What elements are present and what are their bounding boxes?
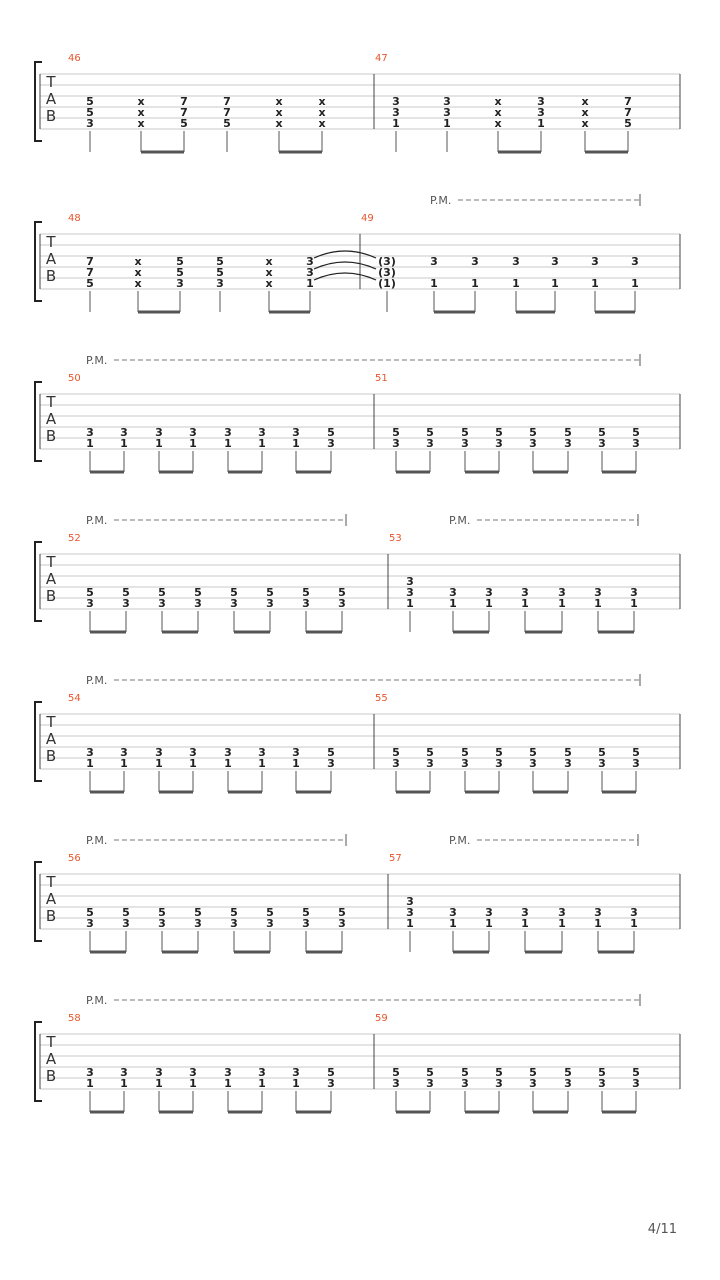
dead-note: x xyxy=(137,95,145,108)
fret-number: 3 xyxy=(189,1066,197,1079)
fret-number: 5 xyxy=(158,586,166,599)
dead-note: x xyxy=(494,95,502,108)
dead-note: x xyxy=(134,255,142,268)
fret-number: 3 xyxy=(564,1077,572,1090)
fret-number: 1 xyxy=(485,917,493,930)
fret-number: 5 xyxy=(176,266,184,279)
dead-note: x xyxy=(318,95,326,108)
measure-number: 50 xyxy=(68,373,81,384)
measure-number: 56 xyxy=(68,853,81,864)
fret-number: 3 xyxy=(426,437,434,450)
fret-number: 1 xyxy=(86,757,94,770)
tab-clef-letter: A xyxy=(45,410,57,428)
fret-number: 1 xyxy=(224,437,232,450)
tab-clef-letter: T xyxy=(46,553,56,571)
fret-number: 3 xyxy=(443,95,451,108)
fret-number: 5 xyxy=(302,586,310,599)
fret-number: 1 xyxy=(392,117,400,130)
fret-number: 3 xyxy=(461,1077,469,1090)
fret-number: 3 xyxy=(426,1077,434,1090)
fret-number: 3 xyxy=(224,1066,232,1079)
fret-number: 1 xyxy=(406,917,414,930)
fret-number: 5 xyxy=(216,255,224,268)
fret-number: 5 xyxy=(426,426,434,439)
fret-number: 3 xyxy=(537,106,545,119)
fret-number: 1 xyxy=(551,277,559,290)
fret-number: 5 xyxy=(392,1066,400,1079)
fret-number: 1 xyxy=(189,757,197,770)
fret-number: 5 xyxy=(302,906,310,919)
fret-number: 1 xyxy=(258,757,266,770)
fret-number: 1 xyxy=(189,1077,197,1090)
fret-number: 5 xyxy=(392,426,400,439)
fret-number: (3) xyxy=(378,255,396,268)
tab-clef-letter: T xyxy=(46,873,56,891)
fret-number: 3 xyxy=(306,255,314,268)
fret-number: 5 xyxy=(327,426,335,439)
measure-number: 49 xyxy=(361,213,374,224)
fret-number: 5 xyxy=(598,426,606,439)
measure-number: 48 xyxy=(68,213,81,224)
fret-number: 3 xyxy=(406,575,414,588)
dead-note: x xyxy=(265,277,273,290)
fret-number: 3 xyxy=(86,426,94,439)
fret-number: 5 xyxy=(86,586,94,599)
fret-number: 1 xyxy=(594,917,602,930)
fret-number: 5 xyxy=(624,117,632,130)
tab-clef-letter: B xyxy=(45,1067,57,1085)
fret-number: 3 xyxy=(230,917,238,930)
fret-number: 1 xyxy=(189,437,197,450)
fret-number: 3 xyxy=(176,277,184,290)
fret-number: 1 xyxy=(591,277,599,290)
fret-number: 3 xyxy=(406,906,414,919)
fret-number: 3 xyxy=(155,1066,163,1079)
tab-clef-letter: B xyxy=(45,427,57,445)
fret-number: 5 xyxy=(86,106,94,119)
fret-number: 5 xyxy=(564,426,572,439)
fret-number: 3 xyxy=(120,426,128,439)
dead-note: x xyxy=(137,106,145,119)
fret-number: 1 xyxy=(558,917,566,930)
tie-arc xyxy=(314,251,376,258)
palm-mute-label: P.M. xyxy=(449,834,471,847)
fret-number: 5 xyxy=(564,1066,572,1079)
fret-number: 3 xyxy=(558,586,566,599)
fret-number: 3 xyxy=(155,746,163,759)
dead-note: x xyxy=(275,106,283,119)
fret-number: 3 xyxy=(594,906,602,919)
fret-number: 3 xyxy=(230,597,238,610)
fret-number: 3 xyxy=(485,586,493,599)
fret-number: 3 xyxy=(327,757,335,770)
fret-number: 3 xyxy=(158,597,166,610)
fret-number: 3 xyxy=(86,1066,94,1079)
fret-number: 3 xyxy=(406,895,414,908)
fret-number: 1 xyxy=(449,917,457,930)
tab-clef-letter: B xyxy=(45,267,57,285)
fret-number: 5 xyxy=(122,906,130,919)
fret-number: 1 xyxy=(430,277,438,290)
fret-number: 3 xyxy=(598,437,606,450)
fret-number: 3 xyxy=(258,426,266,439)
fret-number: 5 xyxy=(266,906,274,919)
measure-number: 46 xyxy=(68,53,81,64)
fret-number: 1 xyxy=(86,437,94,450)
fret-number: 5 xyxy=(495,746,503,759)
fret-number: 3 xyxy=(598,757,606,770)
fret-number: 3 xyxy=(449,586,457,599)
fret-number: 5 xyxy=(632,1066,640,1079)
tab-clef-letter: A xyxy=(45,250,57,268)
measure-number: 59 xyxy=(375,1013,388,1024)
fret-number: 3 xyxy=(495,437,503,450)
dead-note: x xyxy=(581,95,589,108)
measure-number: 51 xyxy=(375,373,388,384)
fret-number: 5 xyxy=(529,426,537,439)
fret-number: 3 xyxy=(392,106,400,119)
measure-number: 55 xyxy=(375,693,388,704)
tab-clef-letter: T xyxy=(46,393,56,411)
fret-number: 3 xyxy=(122,917,130,930)
fret-number: 5 xyxy=(426,1066,434,1079)
fret-number: 3 xyxy=(521,586,529,599)
fret-number: 3 xyxy=(426,757,434,770)
palm-mute-label: P.M. xyxy=(86,674,108,687)
fret-number: 3 xyxy=(630,906,638,919)
fret-number: 3 xyxy=(189,746,197,759)
fret-number: 7 xyxy=(86,266,94,279)
tab-clef-letter: A xyxy=(45,730,57,748)
fret-number: 3 xyxy=(461,437,469,450)
dead-note: x xyxy=(134,277,142,290)
fret-number: 3 xyxy=(406,586,414,599)
fret-number: 3 xyxy=(86,746,94,759)
fret-number: 3 xyxy=(216,277,224,290)
fret-number: 3 xyxy=(86,597,94,610)
fret-number: 3 xyxy=(258,1066,266,1079)
fret-number: 5 xyxy=(529,746,537,759)
fret-number: 3 xyxy=(631,255,639,268)
fret-number: 7 xyxy=(180,95,188,108)
fret-number: 3 xyxy=(120,746,128,759)
fret-number: 5 xyxy=(327,1066,335,1079)
fret-number: 3 xyxy=(392,757,400,770)
fret-number: 5 xyxy=(266,586,274,599)
fret-number: 5 xyxy=(338,906,346,919)
fret-number: 3 xyxy=(512,255,520,268)
dead-note: x xyxy=(318,106,326,119)
dead-note: x xyxy=(581,106,589,119)
fret-number: 3 xyxy=(485,906,493,919)
fret-number: 3 xyxy=(471,255,479,268)
fret-number: 1 xyxy=(155,437,163,450)
fret-number: 1 xyxy=(292,1077,300,1090)
fret-number: 3 xyxy=(338,597,346,610)
fret-number: 3 xyxy=(630,586,638,599)
fret-number: 3 xyxy=(266,917,274,930)
fret-number: 3 xyxy=(392,95,400,108)
fret-number: 3 xyxy=(598,1077,606,1090)
fret-number: 5 xyxy=(86,277,94,290)
dead-note: x xyxy=(265,255,273,268)
fret-number: 3 xyxy=(594,586,602,599)
fret-number: 3 xyxy=(558,906,566,919)
tie-arc xyxy=(314,262,376,269)
fret-number: 1 xyxy=(258,1077,266,1090)
fret-number: 1 xyxy=(521,597,529,610)
fret-number: 5 xyxy=(529,1066,537,1079)
fret-number: 1 xyxy=(521,917,529,930)
fret-number: 3 xyxy=(632,437,640,450)
fret-number: 3 xyxy=(564,437,572,450)
dead-note: x xyxy=(494,117,502,130)
measure-number: 53 xyxy=(389,533,402,544)
fret-number: 3 xyxy=(632,1077,640,1090)
fret-number: 5 xyxy=(461,746,469,759)
dead-note: x xyxy=(494,106,502,119)
fret-number: 7 xyxy=(624,95,632,108)
dead-note: x xyxy=(581,117,589,130)
fret-number: 3 xyxy=(292,426,300,439)
fret-number: 1 xyxy=(406,597,414,610)
fret-number: 7 xyxy=(223,106,231,119)
fret-number: 3 xyxy=(158,917,166,930)
fret-number: 3 xyxy=(302,597,310,610)
fret-number: 3 xyxy=(551,255,559,268)
fret-number: 1 xyxy=(594,597,602,610)
fret-number: 5 xyxy=(495,1066,503,1079)
fret-number: 3 xyxy=(302,917,310,930)
fret-number: 3 xyxy=(443,106,451,119)
palm-mute-label: P.M. xyxy=(86,514,108,527)
fret-number: 3 xyxy=(392,1077,400,1090)
fret-number: 3 xyxy=(338,917,346,930)
fret-number: 1 xyxy=(630,597,638,610)
tab-clef-letter: A xyxy=(45,570,57,588)
palm-mute-label: P.M. xyxy=(86,834,108,847)
fret-number: 5 xyxy=(426,746,434,759)
fret-number: 1 xyxy=(306,277,314,290)
fret-number: 3 xyxy=(449,906,457,919)
fret-number: 3 xyxy=(306,266,314,279)
fret-number: 3 xyxy=(292,1066,300,1079)
fret-number: 5 xyxy=(194,906,202,919)
fret-number: 5 xyxy=(461,1066,469,1079)
fret-number: 3 xyxy=(564,757,572,770)
fret-number: 3 xyxy=(632,757,640,770)
dead-note: x xyxy=(137,117,145,130)
fret-number: 1 xyxy=(224,757,232,770)
fret-number: 3 xyxy=(461,757,469,770)
fret-number: 1 xyxy=(630,917,638,930)
dead-note: x xyxy=(318,117,326,130)
fret-number: 1 xyxy=(537,117,545,130)
fret-number: 3 xyxy=(224,426,232,439)
measure-number: 54 xyxy=(68,693,81,704)
fret-number: 5 xyxy=(230,906,238,919)
fret-number: 1 xyxy=(224,1077,232,1090)
fret-number: 5 xyxy=(223,117,231,130)
fret-number: 3 xyxy=(194,917,202,930)
fret-number: 5 xyxy=(495,426,503,439)
fret-number: 3 xyxy=(86,117,94,130)
fret-number: 3 xyxy=(529,1077,537,1090)
fret-number: 3 xyxy=(327,1077,335,1090)
fret-number: (1) xyxy=(378,277,396,290)
fret-number: 1 xyxy=(155,1077,163,1090)
fret-number: 1 xyxy=(443,117,451,130)
tab-clef-letter: A xyxy=(45,90,57,108)
fret-number: 3 xyxy=(292,746,300,759)
fret-number: 3 xyxy=(155,426,163,439)
fret-number: 1 xyxy=(449,597,457,610)
fret-number: 3 xyxy=(529,757,537,770)
fret-number: 3 xyxy=(495,1077,503,1090)
fret-number: 5 xyxy=(86,95,94,108)
fret-number: 7 xyxy=(223,95,231,108)
tab-clef-letter: B xyxy=(45,747,57,765)
fret-number: 3 xyxy=(266,597,274,610)
palm-mute-label: P.M. xyxy=(430,194,452,207)
fret-number: 5 xyxy=(564,746,572,759)
fret-number: 5 xyxy=(176,255,184,268)
fret-number: 7 xyxy=(624,106,632,119)
palm-mute-label: P.M. xyxy=(86,994,108,1007)
fret-number: 1 xyxy=(120,437,128,450)
fret-number: 3 xyxy=(120,1066,128,1079)
tab-clef-letter: B xyxy=(45,107,57,125)
fret-number: 3 xyxy=(495,757,503,770)
fret-number: 5 xyxy=(194,586,202,599)
fret-number: 5 xyxy=(122,586,130,599)
fret-number: 5 xyxy=(632,426,640,439)
fret-number: 1 xyxy=(485,597,493,610)
fret-number: 1 xyxy=(155,757,163,770)
fret-number: 3 xyxy=(327,437,335,450)
tab-clef-letter: A xyxy=(45,890,57,908)
palm-mute-label: P.M. xyxy=(449,514,471,527)
fret-number: (3) xyxy=(378,266,396,279)
fret-number: 1 xyxy=(120,1077,128,1090)
fret-number: 5 xyxy=(158,906,166,919)
fret-number: 1 xyxy=(512,277,520,290)
tab-clef-letter: B xyxy=(45,587,57,605)
fret-number: 5 xyxy=(392,746,400,759)
fret-number: 5 xyxy=(216,266,224,279)
fret-number: 3 xyxy=(392,437,400,450)
fret-number: 3 xyxy=(86,917,94,930)
fret-number: 5 xyxy=(86,906,94,919)
fret-number: 1 xyxy=(558,597,566,610)
fret-number: 1 xyxy=(120,757,128,770)
fret-number: 1 xyxy=(258,437,266,450)
page-number: 4/11 xyxy=(647,1222,677,1237)
fret-number: 3 xyxy=(224,746,232,759)
measure-number: 47 xyxy=(375,53,388,64)
fret-number: 5 xyxy=(461,426,469,439)
tie-arc xyxy=(314,273,376,280)
fret-number: 3 xyxy=(258,746,266,759)
fret-number: 3 xyxy=(194,597,202,610)
fret-number: 5 xyxy=(180,117,188,130)
dead-note: x xyxy=(275,95,283,108)
tab-clef-letter: T xyxy=(46,713,56,731)
fret-number: 7 xyxy=(180,106,188,119)
fret-number: 3 xyxy=(122,597,130,610)
fret-number: 1 xyxy=(86,1077,94,1090)
dead-note: x xyxy=(275,117,283,130)
fret-number: 3 xyxy=(189,426,197,439)
fret-number: 1 xyxy=(292,437,300,450)
fret-number: 1 xyxy=(292,757,300,770)
dead-note: x xyxy=(134,266,142,279)
fret-number: 5 xyxy=(230,586,238,599)
fret-number: 5 xyxy=(598,1066,606,1079)
fret-number: 5 xyxy=(632,746,640,759)
fret-number: 3 xyxy=(591,255,599,268)
palm-mute-label: P.M. xyxy=(86,354,108,367)
tab-clef-letter: T xyxy=(46,1033,56,1051)
dead-note: x xyxy=(265,266,273,279)
measure-number: 58 xyxy=(68,1013,81,1024)
tab-clef-letter: A xyxy=(45,1050,57,1068)
tab-clef-letter: T xyxy=(46,233,56,251)
fret-number: 3 xyxy=(529,437,537,450)
measure-number: 57 xyxy=(389,853,402,864)
fret-number: 5 xyxy=(338,586,346,599)
fret-number: 3 xyxy=(521,906,529,919)
tab-clef-letter: B xyxy=(45,907,57,925)
fret-number: 3 xyxy=(430,255,438,268)
fret-number: 5 xyxy=(598,746,606,759)
fret-number: 7 xyxy=(86,255,94,268)
fret-number: 5 xyxy=(327,746,335,759)
measure-number: 52 xyxy=(68,533,81,544)
fret-number: 1 xyxy=(471,277,479,290)
fret-number: 1 xyxy=(631,277,639,290)
tab-clef-letter: T xyxy=(46,73,56,91)
fret-number: 3 xyxy=(537,95,545,108)
